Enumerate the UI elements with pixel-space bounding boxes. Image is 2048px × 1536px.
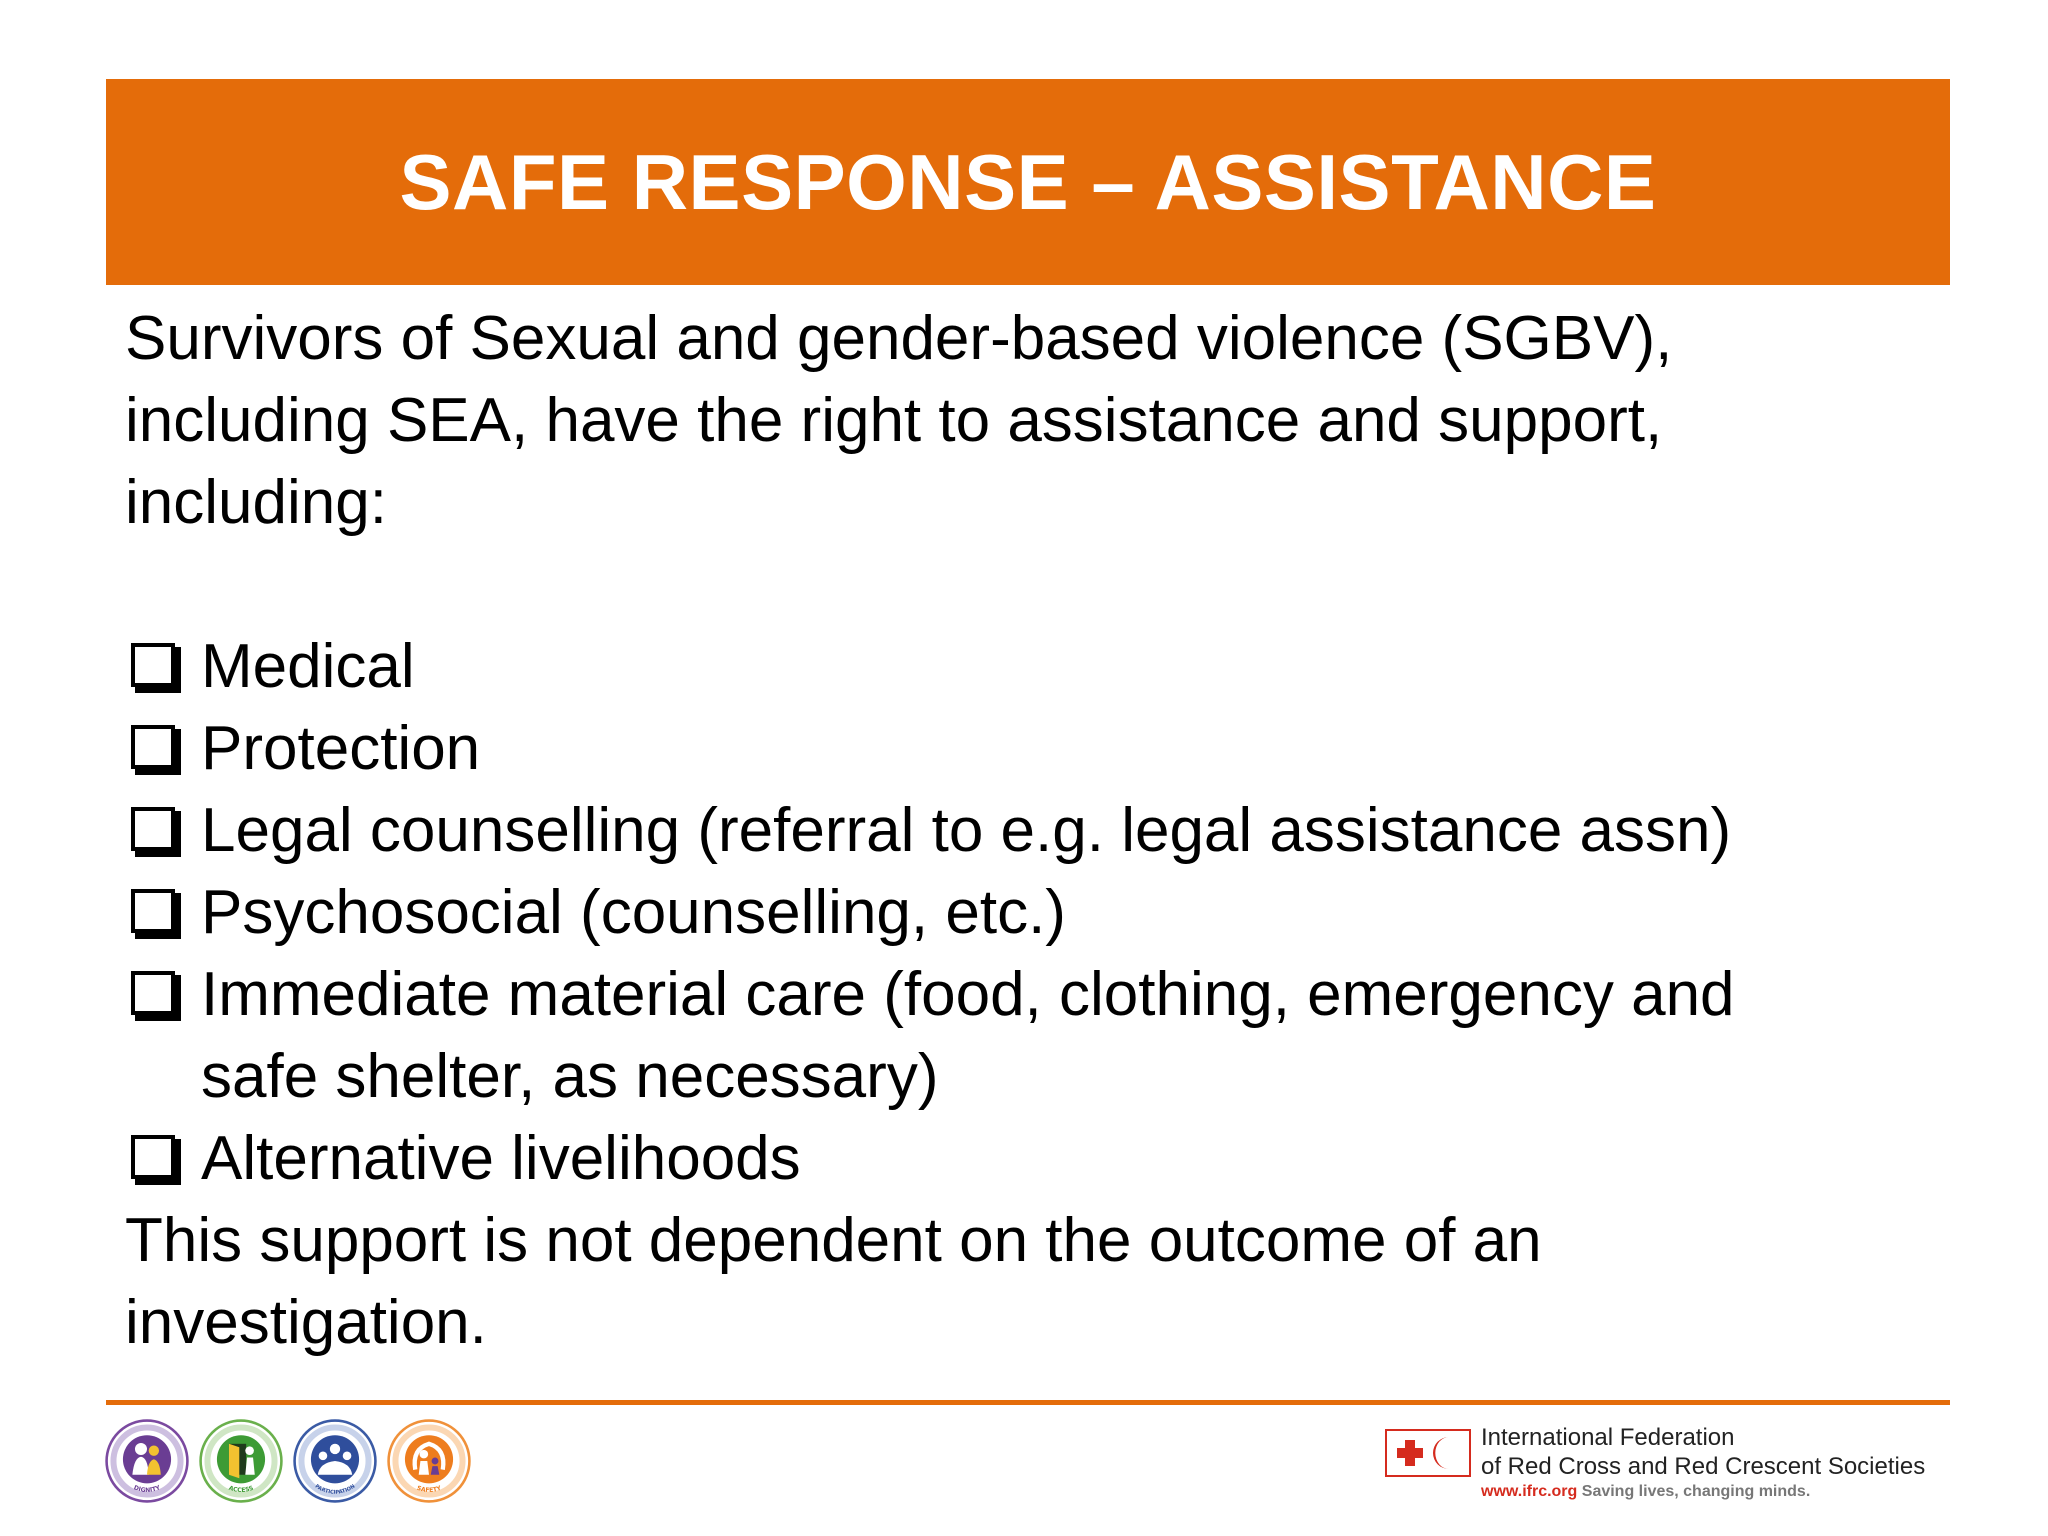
badge-label: ACCESS [227,1484,255,1495]
access-icon [198,1418,284,1504]
list-item-line: Medical [201,632,415,701]
list-item-text [201,1118,1955,1200]
outro-paragraph [125,1200,1955,1364]
outro-line: investigation. [125,1288,487,1357]
list-item [125,954,1955,1118]
checkbox-bullet-icon [131,889,175,933]
dignity-icon [104,1418,190,1504]
title-bar [106,79,1950,285]
list-item-line: Psychosocial (counselling, etc.) [201,878,1066,947]
checkbox-bullet-icon [131,971,175,1015]
list-item-line: safe shelter, as necessary) [201,1042,939,1111]
list-item [125,790,1955,872]
participation-icon [292,1418,378,1504]
checkbox-bullet-icon [131,725,175,769]
org-url: www.ifrc.org [1481,1483,1578,1500]
outro-line: This support is not dependent on the outcome of an [125,1206,1542,1275]
badge-label: PARTICIPATION [313,1483,357,1496]
list-item-text [201,790,1955,872]
list-item-text [201,872,1955,954]
slide-title: SAFE RESPONSE – ASSISTANCE [399,137,1657,226]
list-item-text [201,708,1955,790]
list-item [125,708,1955,790]
intro-line: Survivors of Sexual and gender-based violence (SGBV), [125,304,1673,373]
principle-badges [104,1418,472,1504]
checkbox-bullet-icon [131,807,175,851]
intro-line: including: [125,468,387,537]
intro-line: including SEA, have the right to assistance and support, [125,386,1663,455]
checkbox-bullet-icon [131,1135,175,1179]
org-slogan: Saving lives, changing minds. [1581,1483,1811,1500]
intro-paragraph [125,298,1955,544]
list-item-line: Immediate material care (food, clothing, emergency and [201,960,1735,1029]
assistance-list [125,626,1955,1200]
list-item-line: Protection [201,714,481,783]
badge-label: DIGNITY [132,1484,162,1495]
org-name-line: International Federation [1481,1424,1735,1451]
org-name-line: of Red Cross and Red Crescent Societies [1481,1453,1926,1480]
spacer [125,544,1955,626]
slide-body [125,298,1955,1364]
ifrc-logo [1385,1423,1925,1503]
badge-label: SAFETY [415,1484,443,1495]
list-item-line: Legal counselling (referral to e.g. legal assistance assn) [201,796,1732,865]
org-name-block [1481,1423,1925,1503]
org-web-line [1481,1481,1925,1503]
list-item-line: Alternative livelihoods [201,1124,801,1193]
list-item-text [201,626,1955,708]
safety-icon [386,1418,472,1504]
footer-divider [106,1400,1950,1405]
list-item [125,1118,1955,1200]
red-cross-crescent-icon [1385,1429,1471,1477]
list-item [125,872,1955,954]
checkbox-bullet-icon [131,643,175,687]
list-item-text [201,954,1955,1118]
list-item [125,626,1955,708]
